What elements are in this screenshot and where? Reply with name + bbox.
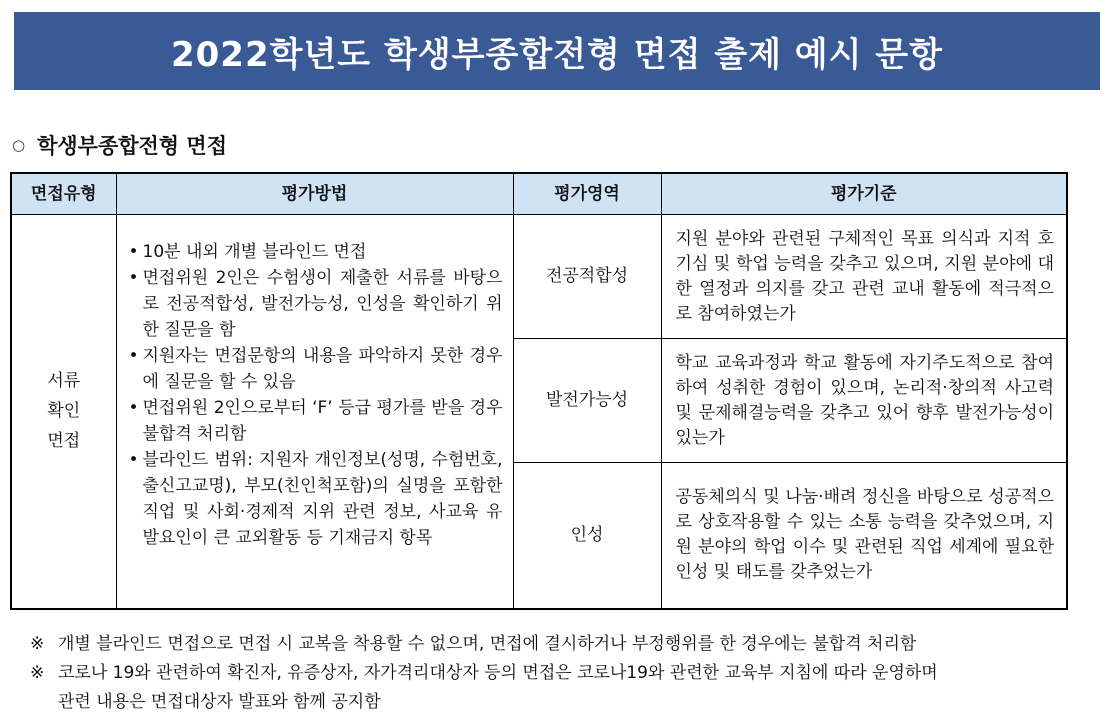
criteria-cell: 학교 교육과정과 학교 활동에 자기주도적으로 참여하여 성취한 경험이 있으며, 논리적·창의적 사고력 및 문제해결능력을 갖추고 있어 향후 발전가능성이 있는가	[661, 339, 1067, 463]
page-title-banner	[14, 12, 1100, 90]
method-item: • 블라인드 범위: 지원자 개인정보(성명, 수험번호, 출신고교명), 부모(친인척포함)의 실명을 포함한 직업 및 사회·경제적 지위 관련 정보, 사교육 유발요인이 큰 교외활동 등 기재금지 항목	[127, 447, 503, 551]
method-item: • 지원자는 면접문항의 내용을 파악하지 못한 경우에 질문을 할 수 있음	[127, 343, 503, 395]
method-list	[127, 239, 503, 551]
notes	[30, 630, 1105, 717]
method-item: • 면접위원 2인으로부터 ‘F’ 등급 평가를 받을 경우 불합격 처리함	[127, 395, 503, 447]
header-evaluation-area: 평가영역	[513, 173, 661, 215]
section-heading	[12, 130, 227, 160]
interview-type-line: 서류	[47, 371, 81, 392]
note-text: 코로나 19와 관련하여 확진자, 유증상자, 자가격리대상자 등의 면접은 코로나19와 관련한 교육부 지침에 따라 운영하며	[58, 663, 938, 683]
circle-bullet-icon: ○	[12, 136, 26, 154]
area-cell: 전공적합성	[513, 215, 661, 339]
area-cell: 인성	[513, 463, 661, 609]
method-item: • 면접위원 2인은 수험생이 제출한 서류를 바탕으로 전공적합성, 발전가능성, 인성을 확인하기 위한 질문을 함	[127, 265, 503, 343]
criteria-cell: 공동체의식 및 나눔·배려 정신을 바탕으로 성공적으로 상호작용할 수 있는 소통 능력을 갖추었으며, 지원 분야의 학업 이수 및 관련된 직업 세계에 필요한 인성 및 태도를 갖추었는가	[661, 463, 1067, 609]
area-cell: 발전가능성	[513, 339, 661, 463]
note-continuation: 관련 내용은 면접대상자 발표와 함께 공지함	[58, 692, 381, 712]
reference-mark-icon: ※	[30, 634, 45, 654]
section-title: 학생부종합전형 면접	[37, 134, 227, 158]
method-item: • 10분 내외 개별 블라인드 면접	[127, 239, 503, 265]
interview-type-line: 면접	[47, 431, 81, 452]
criteria-cell: 지원 분야와 관련된 구체적인 목표 의식과 지적 호기심 및 학업 능력을 갖추고 있으며, 지원 분야에 대한 열정과 의지를 갖고 관련 교내 활동에 적극적으로 참여하였는가	[661, 215, 1067, 339]
evaluation-method-cell	[116, 215, 513, 609]
header-interview-type: 면접유형	[11, 173, 116, 215]
page-title: 2022학년도 학생부종합전형 면접 출제 예시 문항	[170, 34, 943, 75]
reference-mark-icon: ※	[30, 663, 45, 683]
note-text: 개별 블라인드 면접으로 면접 시 교복을 착용할 수 없으며, 면접에 결시하거나 부정행위를 한 경우에는 불합격 처리함	[58, 634, 917, 654]
header-evaluation-method: 평가방법	[116, 173, 513, 215]
interview-type-line: 확인	[47, 401, 81, 422]
header-evaluation-criteria: 평가기준	[661, 173, 1067, 215]
table-row	[11, 215, 1067, 339]
interview-table	[10, 172, 1068, 610]
note-item	[30, 659, 1105, 688]
interview-type-cell	[11, 215, 116, 609]
table-header-row	[11, 173, 1067, 215]
note-item	[30, 630, 1105, 659]
